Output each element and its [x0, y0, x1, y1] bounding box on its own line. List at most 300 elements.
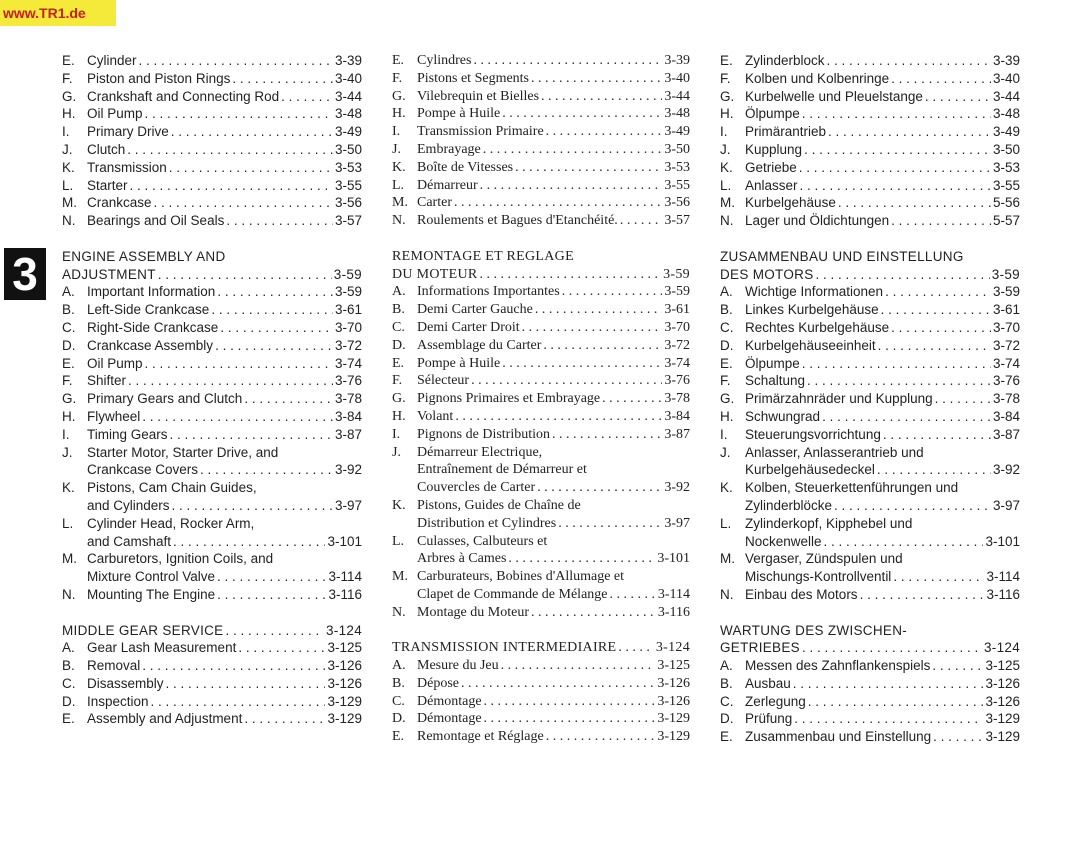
toc-entry — [392, 283, 690, 301]
entry-title: Transmission — [87, 159, 167, 175]
entry-title: Oil Pump — [87, 355, 143, 371]
leader-dots — [552, 426, 662, 444]
entry-title: Crankcase Assembly — [87, 337, 214, 353]
toc-entry — [392, 693, 690, 711]
toc-entry — [392, 390, 690, 408]
page-number: 3-125 — [327, 640, 362, 656]
leader-dots — [166, 675, 326, 693]
page-number: 5-57 — [992, 213, 1020, 229]
section-heading — [392, 248, 690, 266]
toc-entry — [62, 141, 362, 159]
page-number: 3-61 — [664, 302, 690, 318]
page-number: 3-97 — [664, 515, 690, 531]
leader-dots — [244, 390, 333, 408]
page-number: 3-59 — [333, 266, 362, 282]
entry-letter: F. — [720, 70, 731, 86]
page-number: 3-50 — [664, 141, 690, 157]
leader-dots — [793, 675, 984, 693]
entry-title: Pistons, Cam Chain Guides, — [87, 480, 257, 496]
section-gap — [392, 230, 690, 248]
leader-dots — [244, 710, 325, 728]
toc-entry — [720, 408, 1020, 426]
section-heading — [62, 266, 362, 284]
page-number: 3-129 — [657, 711, 690, 727]
toc-entry — [720, 568, 1020, 586]
toc-entry — [392, 301, 690, 319]
leader-dots — [802, 639, 982, 657]
leader-dots — [800, 177, 991, 195]
leader-dots — [602, 390, 662, 408]
entry-title: Embrayage — [417, 141, 481, 157]
leader-dots — [502, 355, 662, 373]
entry-letter: G. — [62, 391, 77, 407]
entry-title: Starter — [87, 177, 128, 193]
page-number: 3-40 — [334, 70, 362, 86]
entry-title: Kurbelgehäuseeinheit — [745, 337, 876, 353]
entry-title: Pignons de Distribution — [417, 426, 551, 442]
toc-entry — [392, 52, 690, 70]
entry-title: Zusammenbau und Einstellung — [745, 729, 932, 745]
entry-letter: E. — [392, 355, 405, 371]
entry-title: Anlasser — [745, 177, 798, 193]
entry-title: Linkes Kurbelgehäuse — [745, 302, 879, 318]
toc-entry — [720, 728, 1020, 746]
leader-dots — [211, 301, 333, 319]
leader-dots — [808, 693, 984, 711]
leader-dots — [935, 390, 991, 408]
entry-title: Roulements et Bagues d'Etanchéité. — [417, 213, 618, 229]
entry-title: Arbres à Cames — [417, 551, 507, 567]
page-number: 5-56 — [992, 195, 1020, 211]
leader-dots — [226, 622, 324, 640]
toc-entry — [392, 372, 690, 390]
leader-dots — [804, 141, 991, 159]
page-number: 3-76 — [334, 373, 362, 389]
section-heading-text: REMONTAGE ET REGLAGE — [392, 248, 574, 264]
entry-letter: B. — [392, 302, 405, 318]
page-number: 3-87 — [992, 426, 1020, 442]
page-number: 3-57 — [664, 213, 690, 229]
entry-title: Transmission Primaire — [417, 124, 544, 140]
leader-dots — [142, 408, 333, 426]
toc-entry — [720, 283, 1020, 301]
toc-column-german — [720, 52, 1020, 746]
leader-dots — [522, 319, 663, 337]
page-number: 3-126 — [985, 693, 1020, 709]
leader-dots — [502, 105, 662, 123]
leader-dots — [238, 639, 325, 657]
page-number: 3-78 — [334, 391, 362, 407]
page-number: 3-53 — [334, 159, 362, 175]
entry-title: Pompe à Huile — [417, 355, 501, 371]
page-number: 3-97 — [992, 497, 1020, 513]
entry-letter: D. — [62, 337, 76, 353]
toc-entry — [720, 515, 1020, 533]
toc-entry — [392, 657, 690, 675]
page-number: 3-50 — [334, 141, 362, 157]
entry-letter: I. — [392, 426, 401, 442]
entry-letter: E. — [62, 53, 75, 68]
entry-letter: F. — [392, 373, 403, 389]
page-number: 3-124 — [983, 640, 1020, 656]
entry-letter: A. — [720, 284, 733, 300]
page-number: 3-114 — [986, 569, 1020, 585]
toc-entry — [392, 533, 690, 551]
page-number: 3-59 — [334, 284, 362, 300]
entry-title: Culasses, Calbuteurs et — [417, 533, 548, 549]
page-number: 3-92 — [664, 480, 690, 496]
entry-title: Oil Pump — [87, 106, 143, 122]
section-gap — [62, 230, 362, 248]
leader-dots — [824, 533, 984, 551]
entry-title: Volant — [417, 408, 454, 424]
leader-dots — [562, 283, 663, 301]
entry-title: Zerlegung — [745, 693, 806, 709]
toc-entry — [62, 533, 362, 551]
toc-entry — [392, 426, 690, 444]
entry-letter: M. — [392, 195, 408, 211]
entry-title: Démarreur Electrique, — [417, 444, 543, 460]
entry-title: Clapet de Commande de Mélange — [417, 586, 608, 602]
toc-entry — [392, 337, 690, 355]
entry-letter: I. — [392, 124, 401, 140]
leader-dots — [145, 355, 333, 373]
leader-dots — [454, 194, 662, 212]
entry-title: Zylinderblöcke — [745, 497, 833, 513]
entry-letter: J. — [720, 444, 731, 460]
entry-title: Anlasser, Anlasserantrieb und — [745, 444, 924, 460]
entry-letter: I. — [720, 426, 728, 442]
entry-title: Important Information — [87, 284, 216, 300]
page-number: 3-129 — [327, 693, 362, 709]
leader-dots — [893, 568, 984, 586]
leader-dots — [483, 141, 663, 159]
toc-entry — [392, 212, 690, 230]
entry-title: Informations Importantes — [417, 284, 560, 300]
entry-letter: C. — [392, 319, 405, 335]
leader-dots — [471, 372, 662, 390]
entry-letter: C. — [62, 319, 76, 335]
entry-title: Pignons Primaires et Embrayage — [417, 391, 601, 407]
leader-dots — [610, 586, 656, 604]
leader-dots — [891, 212, 991, 230]
entry-letter: A. — [392, 658, 406, 674]
entry-letter: D. — [392, 711, 406, 727]
page-number: 3-56 — [334, 195, 362, 211]
entry-title: Primary Gears and Clutch — [87, 391, 243, 407]
page-number: 3-49 — [992, 124, 1020, 140]
entry-letter: N. — [392, 213, 406, 229]
page-number: 3-78 — [992, 391, 1020, 407]
leader-dots — [860, 586, 985, 604]
entry-letter: N. — [720, 213, 734, 229]
entry-title: Cylindres — [417, 53, 472, 68]
entry-title: Montage du Moteur — [417, 604, 529, 620]
entry-title: Kurbelgehäuse — [745, 195, 836, 211]
entry-letter: C. — [720, 693, 734, 709]
page-number: 3-129 — [327, 711, 362, 727]
toc-entry — [720, 675, 1020, 693]
entry-title: Getriebe — [745, 159, 797, 175]
toc-entry — [62, 639, 362, 657]
leader-dots — [130, 177, 333, 195]
entry-title: and Cylinders — [87, 497, 170, 513]
toc-entry — [720, 390, 1020, 408]
page-number: 3-48 — [334, 106, 362, 122]
leader-dots — [878, 337, 991, 355]
leader-dots — [925, 88, 991, 106]
entry-title: Sélecteur — [417, 373, 470, 389]
toc-entry — [62, 657, 362, 675]
entry-letter: L. — [392, 533, 405, 549]
entry-title: Nockenwelle — [745, 533, 822, 549]
entry-letter: J. — [62, 444, 73, 460]
page-number: 3-97 — [334, 497, 362, 513]
entry-letter: L. — [392, 177, 405, 193]
toc-entry — [720, 70, 1020, 88]
page-number: 3-76 — [664, 373, 690, 389]
page-number: 3-87 — [664, 426, 690, 442]
entry-letter: B. — [720, 302, 733, 318]
entry-title: Cylinder Head, Rocker Arm, — [87, 515, 255, 531]
entry-letter: G. — [392, 88, 406, 104]
leader-dots — [799, 159, 991, 177]
page-number: 3-126 — [985, 675, 1020, 691]
entry-title: Primärzahnräder und Kupplung — [745, 391, 933, 407]
page-number: 3-48 — [992, 106, 1020, 122]
section-heading — [62, 248, 362, 266]
page-number: 3-44 — [334, 88, 362, 104]
leader-dots — [455, 408, 662, 426]
entry-title: Right-Side Crankcase — [87, 319, 219, 335]
toc-column-french — [392, 52, 690, 746]
entry-letter: L. — [62, 177, 74, 193]
page-number: 3-70 — [992, 319, 1020, 335]
section-gap — [720, 230, 1020, 248]
entry-letter: B. — [720, 675, 733, 691]
page-number: 3-101 — [985, 533, 1020, 549]
toc-entry — [720, 159, 1020, 177]
page-number: 3-59 — [992, 284, 1020, 300]
leader-dots — [220, 319, 333, 337]
page-number: 3-53 — [664, 159, 690, 175]
entry-letter: E. — [62, 711, 75, 727]
section-heading-text: ZUSAMMENBAU UND EINSTELLUNG — [720, 248, 964, 264]
entry-title: Boîte de Vitesses — [417, 159, 514, 175]
section-heading — [392, 639, 690, 657]
leader-dots — [170, 426, 333, 444]
toc-entry — [62, 479, 362, 497]
entry-letter: J. — [392, 444, 401, 460]
leader-dots — [217, 283, 333, 301]
toc-entry — [720, 194, 1020, 212]
leader-dots — [543, 337, 662, 355]
entry-letter: E. — [720, 729, 733, 745]
entry-title: Entraînement de Démarreur et — [417, 462, 587, 478]
page-number: 3-92 — [992, 462, 1020, 478]
leader-dots — [480, 266, 662, 284]
leader-dots — [537, 479, 662, 497]
page-number: 3-126 — [327, 675, 362, 691]
entry-letter: K. — [62, 159, 75, 175]
entry-letter: K. — [392, 497, 406, 513]
entry-letter: N. — [392, 604, 406, 620]
entry-letter: F. — [392, 70, 403, 86]
leader-dots — [171, 123, 333, 141]
toc-entry — [62, 372, 362, 390]
entry-title: Schwungrad — [745, 408, 821, 424]
toc-entry — [720, 88, 1020, 106]
toc-entry — [720, 105, 1020, 123]
leader-dots — [461, 675, 655, 693]
toc-entry — [62, 550, 362, 568]
entry-title: Primärantrieb — [745, 124, 827, 140]
page-number: 3-126 — [327, 658, 362, 674]
page-number: 3-116 — [657, 604, 690, 620]
page-number: 3-72 — [992, 337, 1020, 353]
entry-letter: B. — [62, 302, 75, 318]
entry-title: Démontage — [417, 693, 482, 709]
entry-title: Kolben, Steuerkettenführungen und — [745, 480, 959, 496]
leader-dots — [515, 159, 662, 177]
entry-title: Piston and Piston Rings — [87, 70, 231, 86]
leader-dots — [881, 301, 991, 319]
section-heading-text: DU MOTEUR — [392, 266, 478, 282]
leader-dots — [200, 461, 333, 479]
leader-dots — [172, 497, 333, 515]
entry-title: Assemblage du Carter — [417, 337, 542, 353]
entry-letter: C. — [392, 693, 405, 709]
entry-letter: K. — [392, 159, 406, 175]
entry-title: Démontage — [417, 711, 482, 727]
leader-dots — [838, 194, 991, 212]
toc-entry — [392, 604, 690, 622]
toc-entry — [720, 123, 1020, 141]
entry-title: Steuerungsvorrichtung — [745, 426, 881, 442]
section-heading-text: TRANSMISSION INTERMEDIAIRE — [392, 640, 617, 656]
toc-entry — [720, 461, 1020, 479]
leader-dots — [834, 497, 991, 515]
entry-title: Vilebrequin et Bielles — [417, 88, 540, 104]
entry-letter: D. — [62, 693, 76, 709]
leader-dots — [620, 212, 663, 230]
entry-letter: I. — [62, 426, 70, 442]
toc-entry — [720, 586, 1020, 604]
entry-letter: D. — [392, 337, 406, 353]
entry-title: Crankshaft and Connecting Rod — [87, 88, 280, 104]
entry-title: Assembly and Adjustment — [87, 711, 243, 727]
toc-entry — [392, 159, 690, 177]
page-number: 3-101 — [327, 533, 362, 549]
section-heading — [720, 622, 1020, 640]
entry-title: Einbau des Motors — [745, 586, 858, 602]
entry-title: Lager und Öldichtungen — [745, 213, 890, 229]
leader-dots — [480, 177, 663, 195]
entry-title: Zylinderkopf, Kipphebel und — [745, 515, 913, 531]
page-number: 3-76 — [992, 373, 1020, 389]
entry-letter: E. — [720, 53, 733, 68]
section-heading-text: GETRIEBES — [720, 640, 800, 656]
entry-letter: D. — [720, 337, 734, 353]
page-number: 3-61 — [334, 302, 362, 318]
entry-letter: K. — [62, 480, 75, 496]
toc-entry — [62, 194, 362, 212]
entry-title: Clutch — [87, 141, 126, 157]
leader-dots — [169, 159, 333, 177]
toc-entry — [392, 319, 690, 337]
page-number: 3-49 — [664, 124, 690, 140]
leader-dots — [558, 515, 662, 533]
toc-entry — [62, 497, 362, 515]
section-gap — [62, 604, 362, 622]
page-number: 3-126 — [657, 675, 690, 691]
entry-title: Ölpumpe — [745, 355, 800, 371]
entry-title: and Camshaft — [87, 533, 172, 549]
page-number: 3-72 — [334, 337, 362, 353]
toc-entry — [62, 319, 362, 337]
toc-entry — [62, 461, 362, 479]
leader-dots — [158, 266, 332, 284]
leader-dots — [891, 70, 991, 88]
page-number: 3-50 — [992, 141, 1020, 157]
page-number: 3-84 — [664, 408, 690, 424]
leader-dots — [822, 408, 991, 426]
entry-title: Carburateurs, Bobines d'Allumage et — [417, 569, 625, 585]
page-number: 3-129 — [985, 729, 1020, 745]
leader-dots — [232, 70, 333, 88]
entry-title: Carburetors, Ignition Coils, and — [87, 551, 274, 567]
leader-dots — [128, 372, 333, 390]
toc-entry — [720, 177, 1020, 195]
entry-title: Ausbau — [745, 675, 791, 691]
entry-title: Vergaser, Zündspulen und — [745, 551, 903, 567]
leader-dots — [173, 533, 325, 551]
entry-letter: E. — [392, 729, 405, 745]
entry-letter: N. — [62, 586, 76, 602]
entry-letter: A. — [720, 658, 733, 674]
section-gap — [392, 622, 690, 640]
section-heading — [720, 639, 1020, 657]
page-number: 3-126 — [657, 693, 690, 709]
page-number: 3-61 — [992, 302, 1020, 318]
entry-title: Pistons et Segments — [417, 70, 530, 86]
toc-entry — [392, 444, 690, 462]
leader-dots — [531, 70, 662, 88]
entry-letter: J. — [720, 141, 731, 157]
page-number: 3-125 — [985, 658, 1020, 674]
toc-entry — [720, 693, 1020, 711]
page-number: 3-74 — [334, 355, 362, 371]
entry-title: Primary Drive — [87, 124, 169, 140]
entry-title: Mesure du Jeu — [417, 658, 499, 674]
page-number: 3-101 — [657, 551, 690, 567]
entry-letter: E. — [720, 355, 733, 371]
toc-entry — [392, 728, 690, 746]
entry-letter: K. — [720, 159, 733, 175]
section-heading — [62, 622, 362, 640]
entry-title: Remontage et Réglage — [417, 729, 544, 745]
toc-entry — [720, 479, 1020, 497]
page-number: 3-116 — [328, 586, 362, 602]
toc-entry — [392, 568, 690, 586]
leader-dots — [215, 337, 333, 355]
entry-title: Zylinderblock — [745, 53, 825, 68]
page-number: 3-129 — [657, 729, 690, 745]
section-heading-text: MIDDLE GEAR SERVICE — [62, 622, 224, 638]
entry-title: Dépose — [417, 675, 459, 691]
leader-dots — [802, 355, 991, 373]
entry-title: Kurbelgehäusedeckel — [745, 462, 875, 478]
